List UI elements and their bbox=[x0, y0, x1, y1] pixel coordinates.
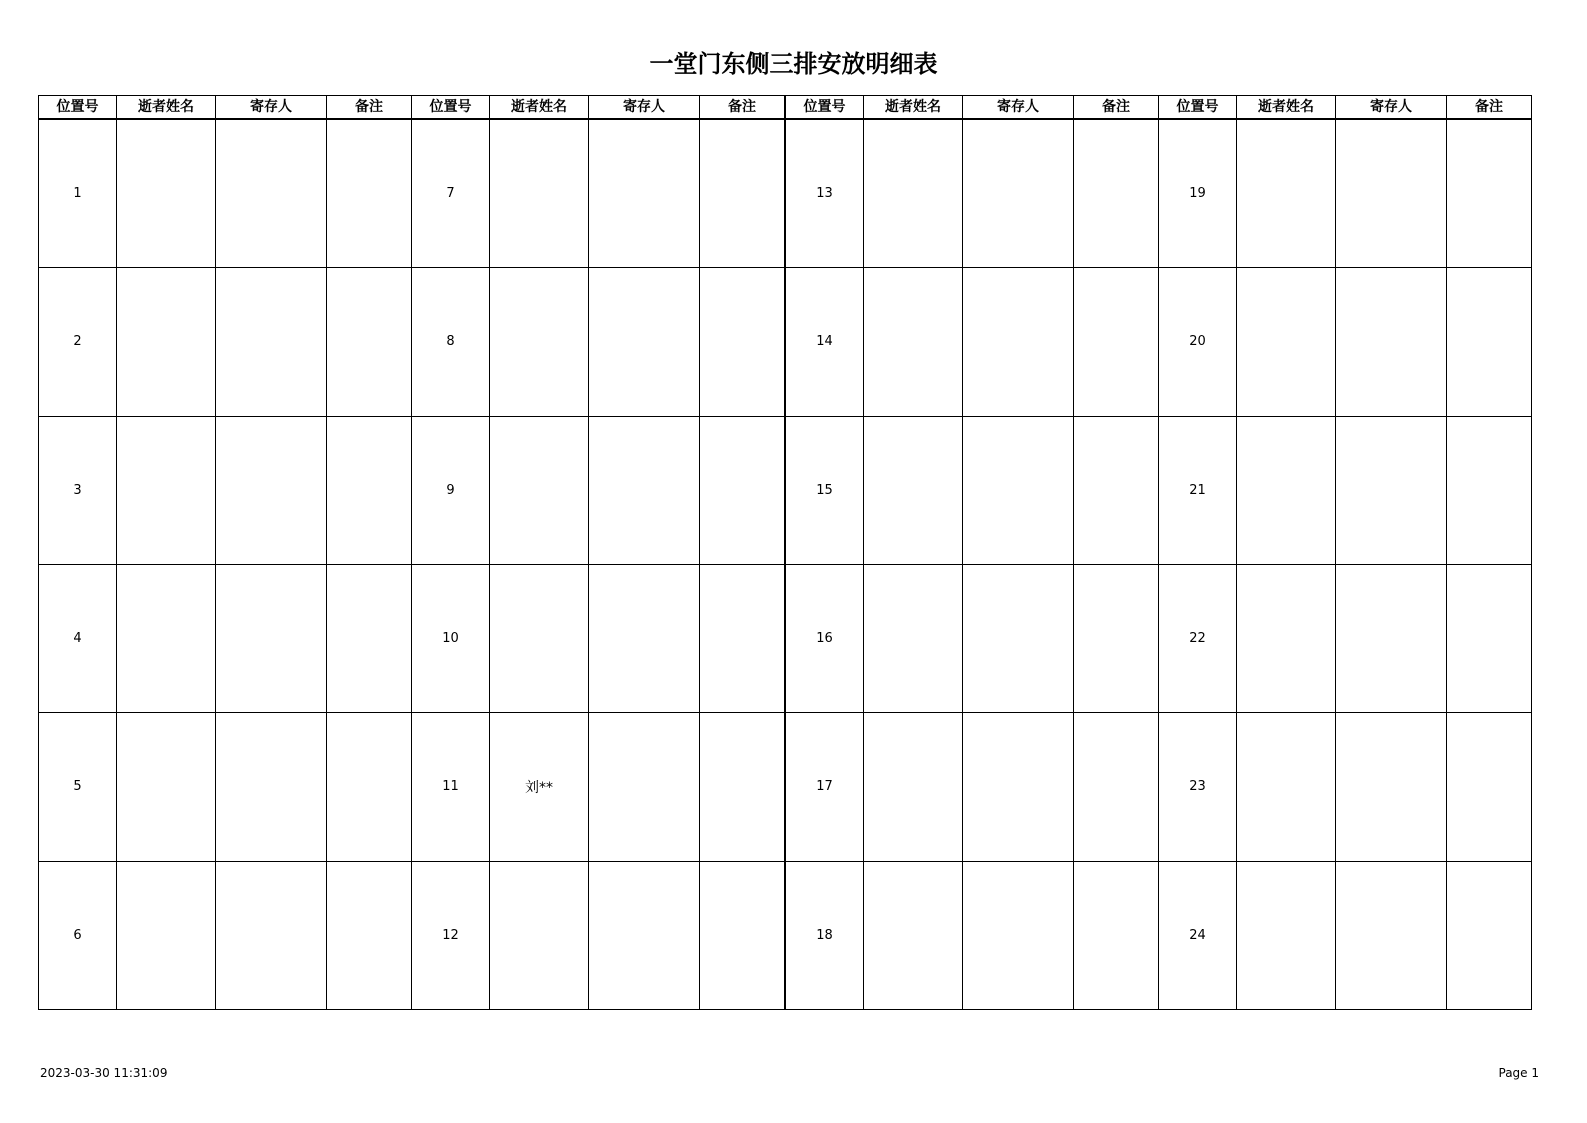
deceased-name-cell bbox=[490, 268, 589, 416]
depositor-cell bbox=[589, 268, 700, 416]
table-row bbox=[412, 564, 785, 712]
note-cell bbox=[1074, 268, 1159, 416]
table-row bbox=[786, 564, 1159, 712]
table-header-row bbox=[786, 96, 1159, 120]
deceased-name-cell bbox=[490, 416, 589, 564]
table-row bbox=[1159, 564, 1532, 712]
table-row bbox=[1159, 119, 1532, 268]
depositor-cell bbox=[589, 861, 700, 1009]
deceased-name-cell bbox=[117, 268, 216, 416]
page-number: Page 1 bbox=[1498, 1066, 1539, 1080]
position-cell: 23 bbox=[1159, 713, 1237, 861]
table-row bbox=[39, 564, 412, 712]
header-note: 备注 bbox=[1447, 96, 1532, 120]
position-cell: 7 bbox=[412, 119, 490, 268]
header-deceased-name: 逝者姓名 bbox=[864, 96, 963, 120]
note-cell bbox=[700, 861, 785, 1009]
header-deceased-name: 逝者姓名 bbox=[1237, 96, 1336, 120]
deceased-name-cell bbox=[1237, 564, 1336, 712]
depositor-cell bbox=[963, 119, 1074, 268]
position-cell: 22 bbox=[1159, 564, 1237, 712]
note-cell bbox=[327, 861, 412, 1009]
table-row bbox=[412, 861, 785, 1009]
depositor-cell bbox=[1336, 713, 1447, 861]
position-cell: 18 bbox=[786, 861, 864, 1009]
depositor-cell bbox=[216, 713, 327, 861]
note-cell bbox=[700, 119, 785, 268]
depositor-cell bbox=[1336, 416, 1447, 564]
position-cell: 10 bbox=[412, 564, 490, 712]
header-depositor: 寄存人 bbox=[216, 96, 327, 120]
table-header-row bbox=[39, 96, 412, 120]
note-cell bbox=[700, 713, 785, 861]
depositor-cell bbox=[963, 564, 1074, 712]
deceased-name-cell bbox=[864, 564, 963, 712]
header-position: 位置号 bbox=[786, 96, 864, 120]
note-cell bbox=[327, 713, 412, 861]
depositor-cell bbox=[216, 861, 327, 1009]
note-cell bbox=[1447, 564, 1532, 712]
table-row bbox=[1159, 416, 1532, 564]
deceased-name-cell bbox=[117, 861, 216, 1009]
deceased-name-cell bbox=[864, 861, 963, 1009]
depositor-cell bbox=[216, 564, 327, 712]
note-cell bbox=[327, 268, 412, 416]
position-cell: 11 bbox=[412, 713, 490, 861]
depositor-cell bbox=[589, 416, 700, 564]
depositor-cell bbox=[589, 564, 700, 712]
depositor-cell bbox=[963, 861, 1074, 1009]
placement-table-block-3 bbox=[785, 95, 1159, 1010]
position-cell: 4 bbox=[39, 564, 117, 712]
note-cell bbox=[1074, 119, 1159, 268]
print-timestamp: 2023-03-30 11:31:09 bbox=[40, 1066, 168, 1080]
deceased-name-cell bbox=[117, 713, 216, 861]
position-cell: 17 bbox=[786, 713, 864, 861]
deceased-name-cell bbox=[117, 416, 216, 564]
depositor-cell bbox=[1336, 564, 1447, 712]
note-cell bbox=[700, 268, 785, 416]
deceased-name-cell bbox=[864, 268, 963, 416]
note-cell bbox=[1074, 416, 1159, 564]
header-depositor: 寄存人 bbox=[1336, 96, 1447, 120]
depositor-cell bbox=[1336, 268, 1447, 416]
note-cell bbox=[1447, 119, 1532, 268]
deceased-name-cell bbox=[1237, 416, 1336, 564]
table-row bbox=[39, 416, 412, 564]
deceased-name-cell bbox=[117, 119, 216, 268]
note-cell bbox=[1074, 564, 1159, 712]
header-position: 位置号 bbox=[412, 96, 490, 120]
placement-table-block-4 bbox=[1158, 95, 1532, 1010]
header-note: 备注 bbox=[327, 96, 412, 120]
placement-table-block-2 bbox=[411, 95, 785, 1010]
note-cell bbox=[327, 416, 412, 564]
header-note: 备注 bbox=[1074, 96, 1159, 120]
note-cell bbox=[1447, 416, 1532, 564]
position-cell: 3 bbox=[39, 416, 117, 564]
table-row bbox=[412, 416, 785, 564]
table-row bbox=[786, 713, 1159, 861]
depositor-cell bbox=[1336, 861, 1447, 1009]
deceased-name-cell bbox=[117, 564, 216, 712]
table-row bbox=[39, 268, 412, 416]
table-header-row bbox=[1159, 96, 1532, 120]
deceased-name-cell bbox=[490, 861, 589, 1009]
position-cell: 15 bbox=[786, 416, 864, 564]
note-cell bbox=[327, 564, 412, 712]
position-cell: 20 bbox=[1159, 268, 1237, 416]
table-row bbox=[412, 268, 785, 416]
position-cell: 21 bbox=[1159, 416, 1237, 564]
table-row bbox=[1159, 861, 1532, 1009]
depositor-cell bbox=[963, 416, 1074, 564]
table-row bbox=[786, 119, 1159, 268]
position-cell: 16 bbox=[786, 564, 864, 712]
depositor-cell bbox=[589, 119, 700, 268]
table-row bbox=[412, 119, 785, 268]
depositor-cell bbox=[1336, 119, 1447, 268]
page-title: 一堂门东侧三排安放明细表 bbox=[649, 49, 938, 78]
position-cell: 6 bbox=[39, 861, 117, 1009]
table-row bbox=[39, 713, 412, 861]
depositor-cell bbox=[216, 119, 327, 268]
note-cell bbox=[327, 119, 412, 268]
position-cell: 8 bbox=[412, 268, 490, 416]
note-cell bbox=[700, 564, 785, 712]
depositor-cell bbox=[963, 713, 1074, 861]
table-row bbox=[412, 713, 785, 861]
depositor-cell bbox=[216, 268, 327, 416]
deceased-name-cell bbox=[1237, 713, 1336, 861]
table-row bbox=[786, 268, 1159, 416]
position-cell: 9 bbox=[412, 416, 490, 564]
position-cell: 24 bbox=[1159, 861, 1237, 1009]
note-cell bbox=[1447, 861, 1532, 1009]
deceased-name-cell bbox=[490, 119, 589, 268]
deceased-name-cell bbox=[864, 416, 963, 564]
note-cell bbox=[1074, 713, 1159, 861]
position-cell: 19 bbox=[1159, 119, 1237, 268]
header-note: 备注 bbox=[700, 96, 785, 120]
table-row bbox=[1159, 713, 1532, 861]
table-row bbox=[786, 861, 1159, 1009]
header-deceased-name: 逝者姓名 bbox=[117, 96, 216, 120]
header-depositor: 寄存人 bbox=[963, 96, 1074, 120]
position-cell: 1 bbox=[39, 119, 117, 268]
depositor-cell bbox=[963, 268, 1074, 416]
table-row bbox=[39, 119, 412, 268]
deceased-name-cell bbox=[1237, 861, 1336, 1009]
placement-table-block-1 bbox=[38, 95, 412, 1010]
header-position: 位置号 bbox=[1159, 96, 1237, 120]
deceased-name-cell bbox=[1237, 119, 1336, 268]
position-cell: 12 bbox=[412, 861, 490, 1009]
header-deceased-name: 逝者姓名 bbox=[490, 96, 589, 120]
table-row bbox=[1159, 268, 1532, 416]
deceased-name-cell: 刘** bbox=[490, 713, 589, 861]
deceased-name-cell bbox=[1237, 268, 1336, 416]
position-cell: 2 bbox=[39, 268, 117, 416]
note-cell bbox=[1447, 268, 1532, 416]
header-position: 位置号 bbox=[39, 96, 117, 120]
header-depositor: 寄存人 bbox=[589, 96, 700, 120]
note-cell bbox=[700, 416, 785, 564]
deceased-name-cell bbox=[490, 564, 589, 712]
note-cell bbox=[1074, 861, 1159, 1009]
depositor-cell bbox=[589, 713, 700, 861]
table-row bbox=[786, 416, 1159, 564]
note-cell bbox=[1447, 713, 1532, 861]
table-row bbox=[39, 861, 412, 1009]
table-header-row bbox=[412, 96, 785, 120]
deceased-name-cell bbox=[864, 119, 963, 268]
depositor-cell bbox=[216, 416, 327, 564]
deceased-name-cell bbox=[864, 713, 963, 861]
position-cell: 5 bbox=[39, 713, 117, 861]
position-cell: 13 bbox=[786, 119, 864, 268]
position-cell: 14 bbox=[786, 268, 864, 416]
